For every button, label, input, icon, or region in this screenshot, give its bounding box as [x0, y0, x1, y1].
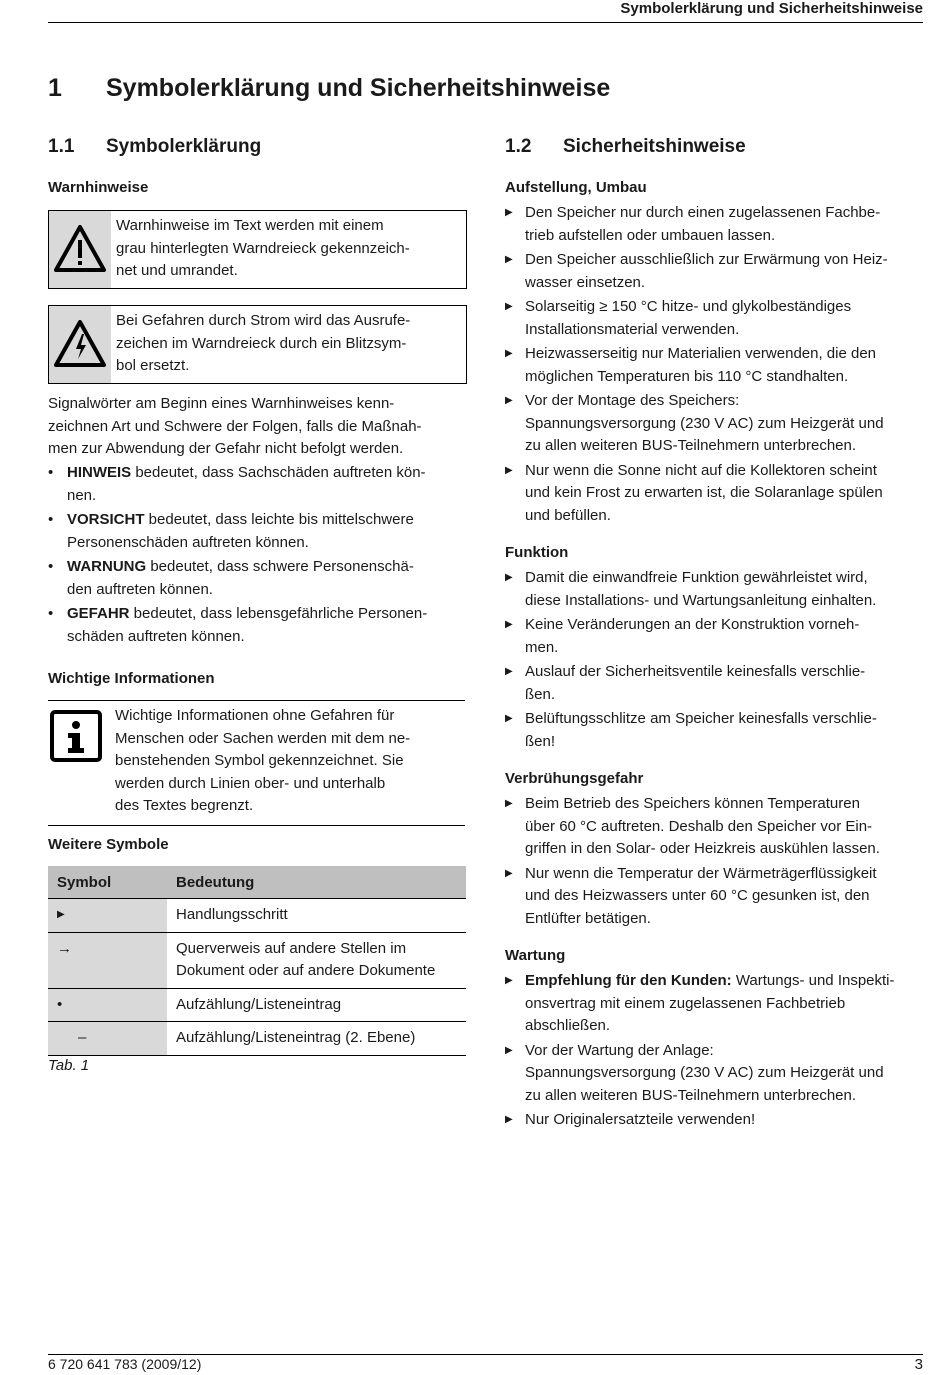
running-head: Symbolerklärung und Sicherheitshinweise	[620, 0, 923, 17]
symbol-table-wrap	[48, 866, 466, 1056]
safety-item	[505, 567, 925, 612]
info-line: werden durch Linien ober- und unterhalb	[115, 774, 386, 792]
safety-item	[505, 249, 925, 294]
safety-item-line: und des Heizwassers unter 60 °C gesunken ist, den	[525, 887, 870, 904]
warn-heading: Warnhinweise	[48, 179, 149, 196]
signal-text: bedeutet, dass leichte bis mittelschwere	[144, 511, 414, 528]
safety-item	[505, 863, 925, 931]
signal-text: bedeutet, dass lebensgefährliche Personen-	[129, 605, 428, 622]
safety-item-line: Damit die einwandfreie Funktion gewährleistet wird,	[525, 569, 868, 586]
meaning-text: Aufzählung/Listeneintrag	[176, 995, 342, 1013]
info-line: des Textes begrenzt.	[115, 797, 254, 814]
safety-item-line: Nur wenn die Temperatur der Wärmeträgerflüssigkeit	[525, 864, 877, 882]
info-icon	[50, 710, 102, 762]
safety-item-line: zu allen weiteren BUS-Teilnehmern unterbrechen.	[525, 437, 857, 454]
signal-text: nen.	[67, 486, 97, 504]
safety-item-line: onsvertrag mit einem zugelassenen Fachbetrieb	[525, 994, 846, 1012]
table-row	[48, 988, 466, 1022]
signal-word: HINWEIS	[67, 464, 132, 481]
warning-line: Bei Gefahren durch Strom wird das Ausrufe-	[116, 312, 411, 329]
signal-word-list	[48, 462, 468, 650]
safety-item-line: Installationsmaterial verwenden.	[525, 320, 740, 338]
meaning-text: Querverweis auf andere Stellen im	[176, 939, 407, 957]
safety-item-line: und befüllen.	[525, 506, 611, 524]
safety-item	[505, 460, 925, 528]
safety-item-line: möglichen Temperaturen bis 110 °C standhalten.	[525, 367, 849, 385]
paragraph-line: men zur Abwendung der Gefahr nicht befolgt werden.	[48, 440, 404, 457]
safety-item-line: über 60 °C auftreten. Deshalb den Speicher vor Ein-	[525, 817, 873, 835]
table-header: Bedeutung	[167, 866, 466, 899]
safety-item	[505, 1040, 925, 1108]
safety-item-line: ßen!	[525, 732, 556, 750]
triangle-right-icon: ▶	[505, 1114, 513, 1125]
safety-item-line: Vor der Wartung der Anlage:	[525, 1041, 714, 1059]
warning-line: bol ersetzt.	[116, 357, 190, 374]
section-1-1-heading	[48, 136, 468, 158]
meaning-text: Handlungsschritt	[176, 906, 288, 923]
warning-line: Warnhinweise im Text werden mit einem	[116, 217, 384, 234]
warning-box-text	[116, 310, 456, 378]
table-caption: Tab. 1	[48, 1057, 90, 1074]
signal-text: bedeutet, dass schwere Personenschä-	[146, 558, 414, 575]
triangle-right-icon: ▶	[505, 464, 513, 476]
meaning-text: Dokument oder auf andere Dokumente	[176, 962, 436, 979]
safety-item-line: und kein Frost zu erwarten ist, die Solaranlage spülen	[525, 484, 883, 501]
triangle-right-icon: ▶	[505, 798, 513, 809]
page-number: 3	[914, 1356, 923, 1373]
signal-item: • WARNUNG bedeutet, dass schwere Personenschä- den auftreten können.	[48, 558, 414, 598]
warning-box	[48, 210, 467, 289]
safety-item-line: Keine Veränderungen an der Konstruktion vorneh-	[525, 616, 860, 633]
signal-item: • HINWEIS bedeutet, dass Sachschäden auftreten kön- nen.	[48, 464, 426, 504]
safety-item-line: trieb aufstellen oder umbauen lassen.	[525, 226, 776, 244]
section-number: 1.1	[48, 136, 75, 157]
symbol-cell: ▶	[48, 899, 167, 933]
safety-item-line: abschließen.	[525, 1017, 611, 1034]
safety-item-line: Spannungsversorgung (230 V AC) zum Heizgerät und	[525, 1064, 884, 1081]
safety-item	[505, 661, 925, 706]
safety-item-line: Entlüfter betätigen.	[525, 909, 651, 927]
safety-item-line: Vor der Montage des Speichers:	[525, 392, 740, 409]
chapter-number: 1	[48, 74, 62, 102]
chapter-title	[48, 74, 610, 103]
section-1-2-heading	[505, 136, 925, 158]
safety-item-line: diese Installations- und Wartungsanleitung einhalten.	[525, 591, 877, 609]
meaning-cell	[167, 1022, 466, 1056]
electric-warning-icon	[53, 319, 107, 369]
table-row	[48, 899, 466, 933]
info-line: Wichtige Informationen ohne Gefahren für	[115, 707, 395, 724]
warning-line: zeichen im Warndreieck durch ein Blitzsym-	[116, 334, 407, 352]
info-text	[115, 705, 465, 818]
safety-item-line: wasser einsetzen.	[525, 273, 646, 291]
symbol-table	[48, 866, 466, 1056]
triangle-right-icon: ▶	[505, 301, 513, 312]
safety-item	[505, 614, 925, 659]
safety-item-line: Beim Betrieb des Speichers können Temperaturen	[525, 795, 860, 812]
signal-text: schäden auftreten können.	[67, 627, 245, 645]
triangle-right-icon: ▶	[505, 254, 513, 265]
safety-group-heading: Aufstellung, Umbau	[505, 179, 647, 196]
safety-item-line: Solarseitig ≥ 150 °C hitze- und glykolbeständiges	[525, 298, 852, 315]
signal-word: WARNUNG	[67, 558, 147, 575]
paragraph-line: Signalwörter am Beginn eines Warnhinweises kenn-	[48, 395, 395, 412]
paragraph-line: zeichnen Art und Schwere der Folgen, falls die Maßnah-	[48, 417, 422, 435]
safety-item-line: ßen.	[525, 685, 556, 703]
triangle-right-icon: ▶	[505, 975, 513, 986]
chapter-title-text: Symbolerklärung und Sicherheitshinweise	[106, 74, 611, 102]
warning-line: grau hinterlegten Warndreieck gekennzeich-	[116, 239, 410, 257]
symbol-cell: •	[48, 988, 167, 1022]
triangle-right-icon: ▶	[505, 348, 513, 359]
triangle-right-icon: ▶	[505, 207, 513, 218]
safety-item-line: Den Speicher nur durch einen zugelassenen Fachbe-	[525, 204, 881, 221]
triangle-right-icon: ▶	[505, 619, 513, 630]
meaning-text: Aufzählung/Listeneintrag (2. Ebene)	[176, 1029, 416, 1046]
triangle-right-icon: ▶	[505, 395, 513, 406]
safety-group-heading: Wartung	[505, 947, 566, 964]
signal-text: bedeutet, dass Sachschäden auftreten kön-	[131, 464, 426, 481]
safety-item	[505, 708, 925, 753]
header-rule	[48, 22, 923, 23]
safety-item-line: griffen in den Solar- oder Heizkreis auskühlen lassen.	[525, 840, 880, 857]
safety-item-line: Nur wenn die Sonne nicht auf die Kollektoren scheint	[525, 461, 877, 479]
info-line: benstehenden Symbol gekennzeichnet. Sie	[115, 752, 404, 769]
table-row	[48, 932, 466, 988]
info-bottom-rule	[48, 825, 465, 826]
safety-item-line: Heizwasserseitig nur Materialien verwenden, die den	[525, 345, 877, 362]
triangle-right-icon: ▶	[505, 572, 513, 583]
warning-icon-cell	[49, 306, 111, 383]
symbol-cell: –	[48, 1022, 167, 1056]
safety-item	[505, 202, 925, 247]
safety-item-line: Belüftungsschlitze am Speicher keinesfalls verschlie-	[525, 710, 877, 727]
safety-item-line: men.	[525, 638, 559, 656]
signal-word: VORSICHT	[67, 511, 145, 528]
meaning-cell	[167, 988, 466, 1022]
safety-item-line: Auslauf der Sicherheitsventile keinesfalls verschlie-	[525, 663, 866, 680]
more-symbols-heading: Weitere Symbole	[48, 836, 169, 853]
info-line: Menschen oder Sachen werden mit dem ne-	[115, 729, 411, 747]
electric-warning-box	[48, 305, 467, 384]
signal-item: • GEFAHR bedeutet, dass lebensgefährliche Personen- schäden auftreten können.	[48, 605, 428, 645]
symbol-cell: →	[48, 932, 167, 988]
safety-item	[505, 1109, 925, 1132]
safety-item-line: Spannungsversorgung (230 V AC) zum Heizgerät und	[525, 414, 884, 432]
signal-text: den auftreten können.	[67, 580, 213, 598]
safety-group-heading: Funktion	[505, 544, 569, 561]
info-heading: Wichtige Informationen	[48, 670, 215, 687]
safety-content	[505, 179, 925, 1134]
triangle-right-icon: ▶	[505, 1044, 513, 1056]
warning-icon-cell	[49, 211, 111, 288]
safety-item	[505, 793, 925, 861]
safety-item	[505, 296, 925, 341]
section-number: 1.2	[505, 136, 532, 157]
triangle-right-icon: ▶	[505, 666, 513, 677]
signal-item: • VORSICHT bedeutet, dass leichte bis mittelschwere Personenschäden auftreten können.	[48, 511, 414, 551]
signal-word: GEFAHR	[67, 605, 130, 622]
table-header: Symbol	[48, 866, 167, 899]
safety-item-line: zu allen weiteren BUS-Teilnehmern unterbrechen.	[525, 1086, 857, 1104]
section-title: Symbolerklärung	[106, 136, 262, 157]
triangle-right-icon: ▶	[505, 867, 513, 879]
table-header-row	[48, 866, 466, 899]
document-id: 6 720 641 783 (2009/12)	[48, 1356, 202, 1372]
safety-item	[505, 343, 925, 388]
signal-paragraph	[48, 393, 468, 461]
safety-item	[505, 390, 925, 458]
safety-group-heading: Verbrühungsgefahr	[505, 770, 644, 787]
signal-text: Personenschäden auftreten können.	[67, 533, 309, 551]
meaning-cell	[167, 899, 466, 933]
table-row	[48, 1022, 466, 1056]
meaning-cell	[167, 932, 466, 988]
warning-line: net und umrandet.	[116, 262, 238, 279]
safety-item-line: Wartungs- und Inspekti-	[731, 972, 895, 989]
section-title: Sicherheitshinweise	[563, 136, 746, 157]
triangle-right-icon: ▶	[505, 713, 513, 724]
warning-box-text	[116, 215, 456, 283]
info-top-rule	[48, 700, 465, 701]
footer-rule	[48, 1354, 923, 1355]
warning-triangle-icon	[53, 224, 107, 274]
safety-item-line: Nur Originalersatzteile verwenden!	[525, 1111, 756, 1128]
safety-item-bold: Empfehlung für den Kunden:	[525, 972, 732, 989]
safety-item	[505, 970, 925, 1038]
safety-item-line: Den Speicher ausschließlich zur Erwärmung von Heiz-	[525, 251, 888, 268]
